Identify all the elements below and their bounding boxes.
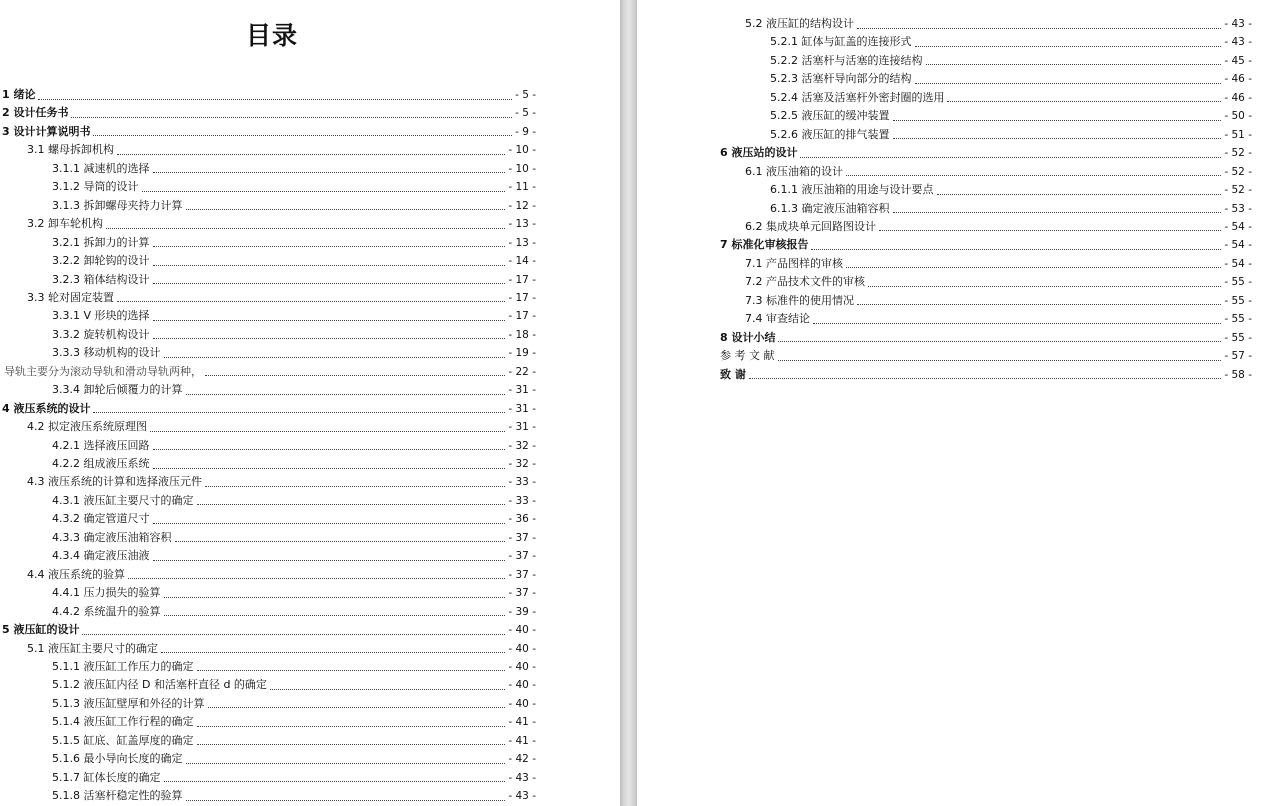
toc-dot-leader	[857, 304, 1221, 305]
toc-dot-leader	[197, 726, 506, 727]
toc-entry-title: 6.1.1 液压油箱的用途与设计要点	[770, 183, 934, 197]
toc-entry[interactable]	[52, 160, 536, 178]
toc-entry[interactable]	[52, 492, 536, 510]
toc-entry-title: 1 绪论	[2, 88, 36, 101]
toc-dot-leader	[153, 468, 506, 469]
toc-entry-title: 5.2.6 液压缸的排气装置	[770, 127, 890, 141]
toc-entry-title: 4 液压系统的设计	[2, 401, 91, 415]
toc-dot-leader	[175, 541, 506, 542]
toc-entry-title: 3.1.3 拆卸螺母夹持力计算	[52, 198, 183, 212]
toc-chapter-entry[interactable]	[2, 400, 536, 418]
toc-entry[interactable]	[52, 732, 536, 750]
toc-entry[interactable]	[52, 307, 536, 325]
toc-page-number: - 5 -	[515, 107, 536, 120]
toc-page-number: - 31 -	[508, 402, 536, 415]
toc-entry[interactable]	[27, 473, 536, 491]
toc-entry[interactable]	[745, 15, 1252, 33]
toc-entry[interactable]	[52, 676, 536, 694]
toc-page-number: - 43 -	[508, 790, 536, 803]
toc-entry[interactable]	[27, 640, 536, 658]
toc-page-number: - 37 -	[508, 568, 536, 581]
toc-dot-leader	[71, 117, 512, 118]
toc-page-number: - 17 -	[508, 310, 536, 323]
toc-entry[interactable]	[745, 292, 1252, 310]
toc-entry[interactable]	[52, 178, 536, 196]
toc-entry[interactable]	[52, 234, 536, 252]
toc-page-number: - 52 -	[1224, 147, 1252, 160]
toc-entry[interactable]	[27, 566, 536, 584]
toc-dot-leader	[142, 191, 506, 192]
toc-entry-title: 3.1.1 减速机的选择	[52, 161, 150, 175]
toc-entry-title: 5.2.5 液压缸的缓冲装置	[770, 109, 890, 123]
toc-entry-title: 7 标准化审核报告	[720, 238, 809, 252]
toc-page-number: - 54 -	[1224, 220, 1252, 233]
toc-page-number: - 55 -	[1224, 313, 1252, 326]
toc-entry[interactable]	[27, 289, 536, 307]
toc-chapter-entry[interactable]	[2, 621, 536, 639]
toc-entry[interactable]	[52, 344, 536, 362]
toc-page-number: - 10 -	[508, 144, 536, 157]
toc-entry-title: 6.1.3 确定液压油箱容积	[770, 201, 890, 215]
toc-entry-title: 3.3.2 旋转机构设计	[52, 327, 150, 341]
toc-page-number: - 45 -	[1224, 54, 1252, 67]
toc-dot-leader	[749, 378, 1222, 379]
toc-entry-title: 导轨主要分为滚动导轨和滑动导轨两种，	[4, 364, 202, 378]
toc-dot-leader	[153, 265, 506, 266]
toc-entry-title: 5.1.4 液压缸工作行程的确定	[52, 715, 194, 729]
toc-dot-leader	[879, 230, 1221, 231]
toc-dot-leader	[153, 172, 506, 173]
page-gutter	[620, 0, 637, 806]
toc-entry-title: 5.1.6 最小导向长度的确定	[52, 752, 183, 766]
toc-entry[interactable]	[52, 437, 536, 455]
toc-dot-leader	[186, 763, 506, 764]
toc-entry[interactable]	[52, 695, 536, 713]
toc-dot-leader	[186, 394, 506, 395]
toc-chapter-entry[interactable]	[2, 86, 536, 104]
toc-entry[interactable]	[52, 252, 536, 270]
toc-page-left	[0, 0, 620, 806]
toc-entry-title: 7.1 产品图样的审核	[745, 256, 843, 270]
toc-entry[interactable]	[770, 126, 1252, 144]
toc-entry[interactable]	[52, 584, 536, 602]
toc-dot-leader	[153, 560, 506, 561]
toc-chapter-entry[interactable]	[720, 347, 1252, 365]
toc-page-number: - 5 -	[515, 89, 536, 101]
toc-entry-title: 4.4.2 系统温升的验算	[52, 604, 161, 618]
toc-page-number: - 36 -	[508, 513, 536, 526]
toc-page-number: - 52 -	[1224, 165, 1252, 178]
toc-dot-leader	[893, 120, 1222, 121]
toc-page-number: - 37 -	[508, 531, 536, 544]
toc-stray-entry[interactable]	[4, 363, 536, 381]
toc-entry-title: 4.2.1 选择液压回路	[52, 438, 150, 452]
toc-page-number: - 53 -	[1224, 202, 1252, 215]
page-title: 目录	[246, 21, 299, 50]
toc-page-number: - 43 -	[508, 771, 536, 784]
toc-entry-title: 3.2 卸车轮机构	[27, 217, 103, 231]
toc-page-number: - 31 -	[508, 384, 536, 397]
toc-entry-title: 2 设计任务书	[2, 106, 69, 120]
toc-dot-leader	[915, 83, 1222, 84]
toc-page-number: - 13 -	[508, 218, 536, 231]
toc-entry-title: 8 设计小结	[720, 330, 776, 344]
toc-dot-leader	[117, 154, 505, 155]
toc-page-number: - 33 -	[508, 494, 536, 507]
toc-entry[interactable]	[770, 200, 1252, 218]
toc-dot-leader	[937, 194, 1222, 195]
toc-entry[interactable]	[27, 141, 536, 159]
toc-page-number: - 19 -	[508, 347, 536, 360]
toc-dot-leader	[186, 209, 506, 210]
toc-page-number: - 37 -	[508, 550, 536, 563]
toc-dot-leader	[153, 449, 506, 450]
toc-entry[interactable]	[770, 181, 1252, 199]
toc-dot-leader	[153, 246, 506, 247]
toc-page-number: - 10 -	[508, 162, 536, 175]
toc-entry[interactable]	[27, 215, 536, 233]
toc-entry[interactable]	[745, 255, 1252, 273]
toc-page-number: - 40 -	[508, 660, 536, 673]
toc-entry-title: 3.3.3 移动机构的设计	[52, 346, 161, 360]
toc-page-number: - 42 -	[508, 753, 536, 766]
toc-entry[interactable]	[52, 197, 536, 215]
toc-entry[interactable]	[745, 218, 1252, 236]
toc-page-number: - 51 -	[1224, 128, 1252, 141]
toc-dot-leader	[205, 375, 505, 376]
toc-page-number: - 55 -	[1224, 331, 1252, 344]
toc-entry-title: 5.2 液压缸的结构设计	[745, 17, 854, 30]
toc-page-number: - 41 -	[508, 734, 536, 747]
toc-entry-title: 6.1 液压油箱的设计	[745, 164, 843, 178]
toc-chapter-entry[interactable]	[2, 123, 536, 141]
toc-entry-title: 7.3 标准件的使用情况	[745, 293, 854, 307]
toc-dot-leader	[800, 157, 1221, 158]
toc-page-number: - 54 -	[1224, 257, 1252, 270]
toc-entry-title: 5.1.5 缸底、缸盖厚度的确定	[52, 733, 194, 747]
toc-entry-title: 3.1 螺母拆卸机构	[27, 143, 114, 157]
toc-dot-leader	[778, 341, 1221, 342]
toc-dot-leader	[811, 249, 1221, 250]
toc-page-number: - 39 -	[508, 605, 536, 618]
toc-entry[interactable]	[52, 547, 536, 565]
toc-chapter-entry[interactable]	[720, 144, 1252, 162]
toc-entry-title: 4.2 拟定液压系统原理图	[27, 420, 147, 434]
toc-entry[interactable]	[27, 418, 536, 436]
toc-entry[interactable]	[52, 769, 536, 787]
toc-entry-title: 5.2.2 活塞杆与活塞的连接结构	[770, 53, 923, 67]
toc-entry-title: 5.2.4 活塞及活塞杆外密封圈的选用	[770, 90, 945, 104]
toc-dot-leader	[868, 286, 1221, 287]
toc-dot-leader	[164, 781, 506, 782]
toc-entry[interactable]	[770, 70, 1252, 88]
toc-entry-title: 4.4.1 压力损失的验算	[52, 586, 161, 600]
toc-entry[interactable]	[52, 658, 536, 676]
toc-page-number: - 41 -	[508, 716, 536, 729]
toc-page-number: - 52 -	[1224, 184, 1252, 197]
toc-entry-title: 4.3 液压系统的计算和选择液压元件	[27, 475, 202, 489]
toc-page-number: - 40 -	[508, 697, 536, 710]
toc-dot-leader	[153, 338, 506, 339]
toc-entry-title: 5.1.7 缸体长度的确定	[52, 770, 161, 784]
toc-page-number: - 11 -	[508, 181, 536, 194]
toc-entry-title: 5.1.3 液压缸壁厚和外径的计算	[52, 696, 205, 710]
toc-page-number: - 50 -	[1224, 110, 1252, 123]
toc-entry-title: 4.2.2 组成液压系统	[52, 457, 150, 470]
toc-page-number: - 43 -	[1224, 36, 1252, 49]
toc-chapter-entry[interactable]	[720, 329, 1252, 347]
toc-chapter-entry[interactable]	[720, 236, 1252, 254]
toc-dot-leader	[270, 689, 505, 690]
toc-page-number: - 18 -	[508, 328, 536, 341]
toc-entry-title: 7.2 产品技术文件的审核	[745, 275, 865, 289]
toc-dot-leader	[846, 175, 1221, 176]
toc-entry[interactable]	[52, 603, 536, 621]
toc-dot-leader	[915, 46, 1222, 47]
toc-entry-title: 5.1.2 液压缸内径 D 和活塞杆直径 d 的确定	[52, 678, 267, 692]
toc-dot-leader	[857, 28, 1221, 29]
toc-page-number: - 14 -	[508, 255, 536, 268]
toc-entry-title: 3.3.1 V 形块的选择	[52, 309, 150, 323]
toc-dot-leader	[893, 212, 1222, 213]
toc-dot-leader	[164, 357, 506, 358]
toc-page-number: - 22 -	[508, 365, 536, 378]
toc-dot-leader	[82, 634, 505, 635]
toc-dot-leader	[947, 101, 1221, 102]
toc-dot-leader	[893, 138, 1222, 139]
toc-entry[interactable]	[52, 787, 536, 805]
toc-page-number: - 46 -	[1224, 73, 1252, 86]
toc-dot-leader	[106, 228, 505, 229]
toc-entry-title: 3.3.4 卸轮后倾覆力的计算	[52, 383, 183, 397]
toc-entry[interactable]	[52, 271, 536, 289]
toc-dot-leader	[205, 486, 505, 487]
toc-entry-title: 4.3.1 液压缸主要尺寸的确定	[52, 493, 194, 507]
toc-page-number: - 33 -	[508, 476, 536, 489]
toc-entry[interactable]	[52, 455, 536, 473]
toc-entry-title: 6 液压站的设计	[720, 146, 798, 160]
toc-entry[interactable]	[52, 713, 536, 731]
toc-page-number: - 12 -	[508, 199, 536, 212]
toc-dot-leader	[38, 99, 512, 100]
toc-page-number: - 37 -	[508, 587, 536, 600]
toc-dot-leader	[93, 135, 512, 136]
toc-page-number: - 54 -	[1224, 239, 1252, 252]
toc-dot-leader	[93, 412, 505, 413]
toc-entry-title: 3.2.3 箱体结构设计	[52, 272, 150, 286]
toc-entry-title: 致 谢	[720, 367, 746, 381]
toc-entry-title: 5.2.3 活塞杆导向部分的结构	[770, 72, 912, 86]
toc-entry[interactable]	[52, 510, 536, 528]
toc-dot-leader	[153, 523, 506, 524]
toc-dot-leader	[153, 320, 506, 321]
toc-entry-title: 参 考 文 献	[720, 349, 775, 363]
toc-entry[interactable]	[52, 326, 536, 344]
toc-entry[interactable]	[770, 52, 1252, 70]
toc-page-number: - 32 -	[508, 458, 536, 470]
toc-entry-title: 7.4 审查结论	[745, 312, 810, 326]
toc-dot-leader	[208, 707, 506, 708]
toc-entry-title: 5 液压缸的设计	[2, 623, 80, 637]
toc-entry-title: 5.1.8 活塞杆稳定性的验算	[52, 789, 183, 803]
toc-page-number: - 57 -	[1224, 350, 1252, 363]
toc-page-right	[637, 0, 1261, 806]
toc-page-number: - 46 -	[1224, 91, 1252, 104]
toc-entry-title: 3 设计计算说明书	[2, 124, 91, 138]
toc-page-number: - 43 -	[1224, 18, 1252, 30]
toc-entry-title: 3.3 轮对固定装置	[27, 290, 114, 304]
toc-entry[interactable]	[52, 750, 536, 768]
toc-entry-title: 3.2.1 拆卸力的计算	[52, 235, 150, 249]
toc-entry-title: 4.3.2 确定管道尺寸	[52, 512, 150, 526]
toc-entry-title: 6.2 集成块单元回路图设计	[745, 219, 876, 233]
toc-entry[interactable]	[770, 33, 1252, 51]
toc-page-number: - 13 -	[508, 236, 536, 249]
toc-dot-leader	[186, 800, 506, 801]
toc-entry[interactable]	[745, 163, 1252, 181]
toc-dot-leader	[164, 615, 506, 616]
toc-chapter-entry[interactable]	[2, 104, 536, 122]
toc-dot-leader	[778, 360, 1222, 361]
toc-dot-leader	[164, 597, 506, 598]
toc-entry[interactable]	[52, 529, 536, 547]
toc-dot-leader	[926, 64, 1222, 65]
toc-page-number: - 31 -	[508, 421, 536, 434]
toc-entry-title: 4.3.3 确定液压油箱容积	[52, 530, 172, 544]
toc-entry[interactable]	[770, 107, 1252, 125]
toc-dot-leader	[153, 283, 506, 284]
toc-chapter-entry[interactable]	[720, 366, 1252, 384]
toc-page-number: - 32 -	[508, 439, 536, 452]
toc-dot-leader	[197, 670, 506, 671]
toc-entry-title: 4.3.4 确定液压油液	[52, 549, 150, 563]
toc-entry[interactable]	[745, 273, 1252, 291]
toc-dot-leader	[161, 652, 505, 653]
toc-dot-leader	[117, 301, 505, 302]
toc-page-number: - 9 -	[515, 125, 536, 138]
toc-entry-title: 5.1 液压缸主要尺寸的确定	[27, 641, 158, 655]
toc-entry-title: 4.4 液压系统的验算	[27, 567, 125, 581]
toc-page-number: - 55 -	[1224, 276, 1252, 289]
toc-entry[interactable]	[745, 310, 1252, 328]
toc-entry[interactable]	[52, 381, 536, 399]
toc-dot-leader	[813, 323, 1221, 324]
toc-entry-title: 5.2.1 缸体与缸盖的连接形式	[770, 35, 912, 49]
toc-dot-leader	[197, 744, 506, 745]
toc-entry-title: 3.1.2 导筒的设计	[52, 180, 139, 194]
toc-page-number: - 40 -	[508, 624, 536, 637]
toc-page-number: - 55 -	[1224, 294, 1252, 307]
toc-entry-title: 3.2.2 卸轮钩的设计	[52, 254, 150, 268]
toc-page-number: - 58 -	[1224, 368, 1252, 381]
toc-page-number: - 40 -	[508, 679, 536, 692]
toc-dot-leader	[197, 504, 506, 505]
toc-dot-leader	[150, 431, 505, 432]
toc-entry-title: 5.1.1 液压缸工作压力的确定	[52, 659, 194, 673]
toc-page-number: - 40 -	[508, 642, 536, 655]
toc-page-number: - 17 -	[508, 273, 536, 286]
toc-page-number: - 17 -	[508, 291, 536, 304]
toc-dot-leader	[128, 578, 505, 579]
toc-dot-leader	[846, 267, 1221, 268]
toc-entry[interactable]	[770, 89, 1252, 107]
